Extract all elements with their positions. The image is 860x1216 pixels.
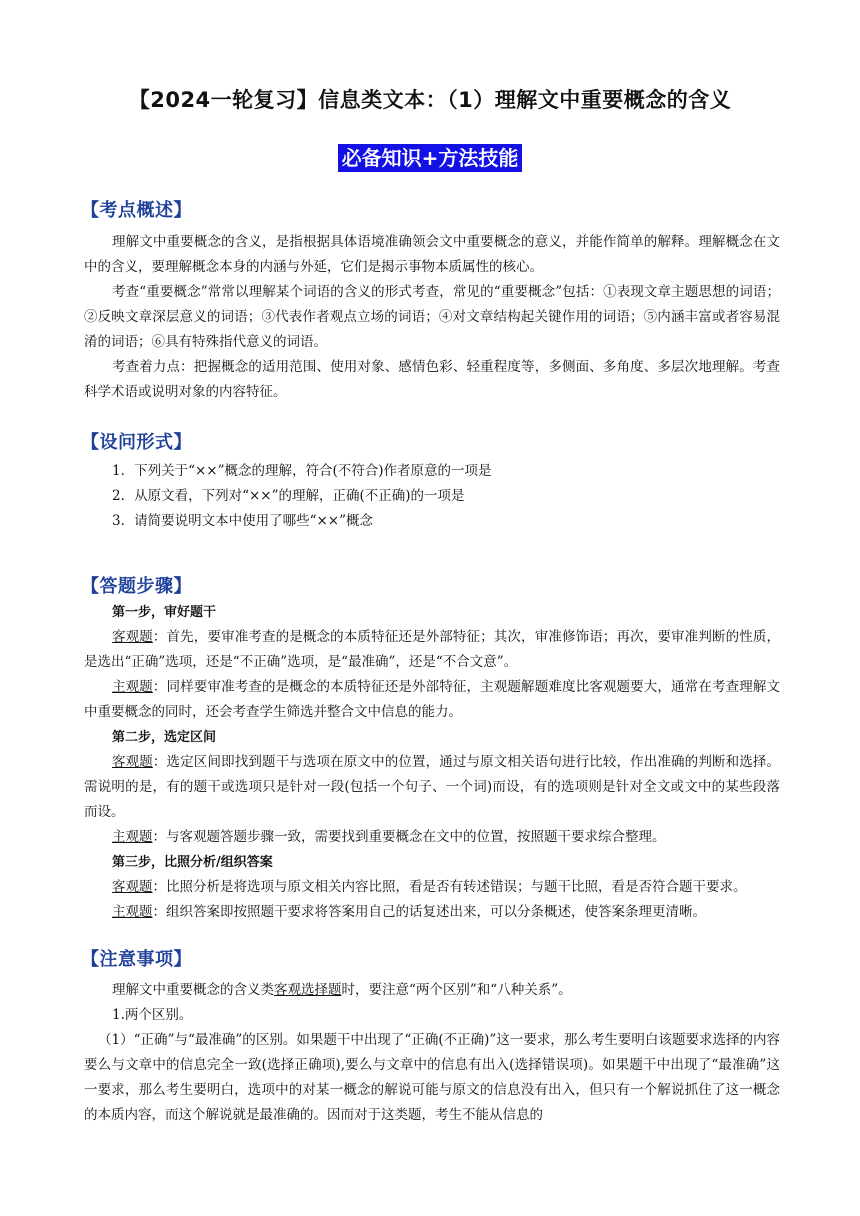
objective-text: ：比照分析是将选项与原文相关内容比照，看是否有转述错误；与题干比照，看是否符合题干要求。 (152, 879, 747, 895)
steps-heading: 【答题步骤】 (81, 576, 192, 597)
notes-paragraph-2: 1.两个区别。 (112, 1007, 193, 1023)
step-3-objective (84, 875, 780, 900)
subjective-label: 主观题 (112, 679, 153, 695)
step-1-objective (84, 625, 780, 675)
questions-heading: 【设问形式】 (81, 432, 192, 453)
overview-block (84, 230, 780, 405)
subjective-text: ：组织答案即按照题干要求将答案用自己的话复述出来，可以分条概述，使答案条理更清晰。 (152, 904, 706, 920)
overview-paragraph-1: 理解文中重要概念的含义，是指根据具体语境准确领会文中重要概念的意义，并能作简单的解释。理解概念在文中的含义，要理解概念本身的内涵与外延，它们是揭示事物本质属性的核心。 (84, 234, 780, 275)
notes-heading: 【注意事项】 (81, 949, 192, 970)
overview-paragraph-2: 考查“重要概念”常常以理解某个词语的含义的形式考查，常见的“重要概念”包括：①表现文章主题思想的词语；②反映文章深层意义的词语；③代表作者观点立场的词语；④对文章结构起关键作用的词语；⑤内涵丰富或者容易混淆的词语；⑥具有特殊指代意义的词语。 (84, 284, 780, 350)
overview-heading: 【考点概述】 (81, 200, 192, 221)
document-title: 【2024一轮复习】信息类文本：（1）理解文中重要概念的含义 (128, 88, 732, 112)
subjective-label: 主观题 (112, 904, 153, 920)
notes-paragraph-1 (84, 978, 780, 1003)
question-form-item: 3．请简要说明文本中使用了哪些“××”概念 (112, 513, 374, 529)
objective-text: ：选定区间即找到题干与选项在原文中的位置，通过与原文相关语句进行比较，作出准确的判断和选择。需说明的是，有的题干或选项只是针对一段(包括一个句子、一个词)而设，有的选项则是针对全文或文中的某些段落而设。 (84, 754, 780, 820)
step-2-objective (84, 750, 780, 825)
step-1-title: 第一步，审好题干 (112, 605, 217, 620)
objective-label: 客观题 (112, 754, 153, 770)
notes-underlined-term: 客观选择题 (274, 982, 342, 998)
objective-label: 客观题 (112, 879, 153, 895)
step-2-subjective (84, 825, 780, 850)
step-2-title: 第二步，选定区间 (112, 730, 217, 745)
notes-paragraph-3: （1）“正确”与“最准确”的区别。如果题干中出现了“正确(不正确)”这一要求，那么考生要明白该题要求选择的内容要么与文章中的信息完全一致(选择正确项),要么与文章中的信息有出入(选择错误项)。如果题干中出现了“最准确”这一要求，那么考生要明白，选项中的对某一概念的解说可能与原文的信息没有出入，但只有一个解说抓住了这一概念的本质内容，而这个解说就是最准确的。因而对于这类题，考生不能从信息的 (84, 1032, 780, 1123)
subjective-text: ：同样要审准考查的是概念的本质特征还是外部特征，主观题解题难度比客观题要大，通常在考查理解文中重要概念的同时，还会考查学生筛选并整合文中信息的能力。 (84, 679, 780, 720)
notes-text: 时，要注意“两个区别”和“八种关系”。 (341, 982, 572, 998)
subjective-text: ：与客观题答题步骤一致，需要找到重要概念在文中的位置，按照题干要求综合整理。 (152, 829, 666, 845)
banner-container (0, 144, 860, 172)
objective-text: ：首先，要审准考查的是概念的本质特征还是外部特征；其次，审准修饰语；再次，要审准判断的性质，是选出“正确”选项，还是“不正确”选项，是“最准确”，还是“不合文意”。 (84, 629, 780, 670)
notes-block (84, 978, 780, 1128)
questions-block (84, 459, 780, 534)
step-1-subjective (84, 675, 780, 725)
step-3-title: 第三步，比照分析/组织答案 (112, 855, 273, 870)
overview-paragraph-3: 考查着力点：把握概念的适用范围、使用对象、感情色彩、轻重程度等，多侧面、多角度、多层次地理解。考查科学术语或说明对象的内容特征。 (84, 359, 780, 400)
question-form-item: 2．从原文看，下列对“××”的理解，正确(不正确)的一项是 (112, 488, 465, 504)
step-3-subjective (84, 900, 780, 925)
steps-block (84, 600, 780, 925)
objective-label: 客观题 (112, 629, 153, 645)
question-form-item: 1．下列关于“××”概念的理解，符合(不符合)作者原意的一项是 (112, 463, 492, 479)
subjective-label: 主观题 (112, 829, 153, 845)
section-banner: 必备知识+方法技能 (338, 144, 523, 172)
notes-text: 理解文中重要概念的含义类 (112, 982, 274, 998)
